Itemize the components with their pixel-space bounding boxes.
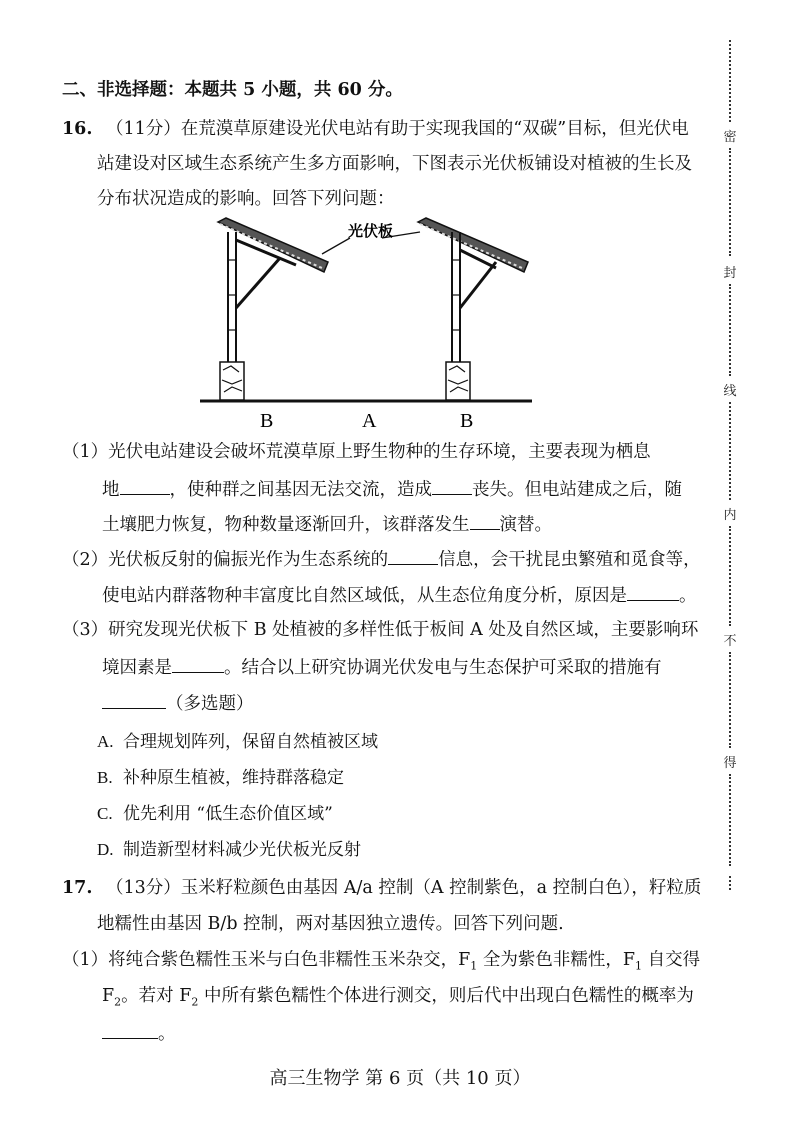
seal-dotted-line: [729, 40, 731, 122]
q16-p3-line2: [102, 654, 662, 680]
option-c[interactable]: [97, 802, 333, 826]
text: 全为紫色非糯性，F: [477, 950, 635, 970]
text: 信息，会干扰昆虫繁殖和觅食等，: [438, 550, 701, 570]
q17-stem-line1: [62, 876, 701, 900]
answer-blank[interactable]: [432, 476, 472, 495]
sidebar-char-6: 得: [723, 756, 737, 771]
text: （1）将纯合紫色糯性玉米与白色非糯性玉米杂交，F: [62, 950, 471, 970]
subscript: 1: [470, 959, 478, 973]
sidebar-char-4: 内: [723, 508, 737, 523]
right-panel: [418, 218, 528, 272]
option-text: 合理规划阵列，保留自然植被区域: [123, 732, 378, 752]
option-text: 优先利用 “低生态价值区域”: [123, 804, 333, 824]
q16-stem-line3: 分布状况造成的影响。回答下列问题：: [97, 189, 395, 209]
option-label: B.: [97, 768, 113, 787]
answer-blank[interactable]: [627, 582, 679, 601]
label-a: A: [362, 410, 377, 432]
text: 。若对 F: [121, 986, 192, 1006]
text: 中所有紫色糯性个体进行测交，则后代中出现白色糯性的概率为: [198, 986, 694, 1006]
text: 。结合以上研究协调光伏发电与生态保护可采取的措施有: [224, 658, 662, 678]
q17-stem-line2: 地糯性由基因 B/b 控制，两对基因独立遗传。回答下列问题.: [97, 914, 564, 934]
option-text: 补种原生植被，维持群落稳定: [123, 768, 344, 788]
q16-number: 16.: [62, 119, 93, 139]
seal-dotted-line: [729, 402, 731, 500]
option-label: D.: [97, 840, 114, 859]
q17-p1-line3: [102, 1020, 176, 1046]
label-leader-line: [322, 238, 350, 254]
sidebar-char-1: 密: [723, 130, 737, 145]
seal-dotted-line: [729, 774, 731, 866]
seal-dotted-line: [729, 148, 731, 256]
text: 地: [102, 480, 120, 500]
q16-p1-line3: [102, 511, 552, 537]
text: 。: [158, 1024, 176, 1044]
sidebar-char-2: 封: [723, 266, 737, 281]
option-text: 制造新型材料减少光伏板光反射: [123, 840, 361, 860]
solar-panel-figure: [196, 210, 536, 440]
text: F: [102, 986, 115, 1006]
subscript: 1: [635, 959, 642, 973]
answer-blank[interactable]: [388, 546, 438, 565]
q17-p1-line2: [102, 984, 694, 1015]
seal-dotted-line: [729, 526, 731, 626]
text: 丧失。但电站建成之后，随: [472, 480, 682, 500]
option-label: A.: [97, 732, 114, 751]
option-b[interactable]: [97, 766, 344, 790]
seal-dotted-line: [729, 284, 731, 376]
sidebar-char-5: 不: [723, 634, 737, 649]
q17-p1-line1: [62, 948, 700, 979]
label-b-right: B: [460, 410, 474, 432]
answer-blank[interactable]: [470, 511, 500, 530]
q17-number: 17.: [62, 878, 93, 898]
text: （2）光伏板反射的偏振光作为生态系统的: [62, 550, 389, 570]
text: 演替。: [499, 515, 552, 535]
q16-p2-line2: [102, 582, 697, 608]
left-solar-unit: [218, 218, 328, 400]
text: ，使种群之间基因无法交流，造成: [169, 480, 432, 500]
panel-label: 光伏板: [348, 222, 394, 240]
sidebar-char-3: 线: [723, 384, 737, 399]
q17-stem-text1: （13分）玉米籽粒颜色由基因 A/a 控制（A 控制紫色，a 控制白色），籽粒质: [106, 878, 702, 898]
q16-p1-line2: [102, 476, 682, 502]
answer-blank[interactable]: [102, 690, 166, 709]
page-footer: 高三生物学 第 6 页（共 10 页）: [269, 1068, 531, 1089]
right-solar-unit: [418, 218, 528, 400]
q16-stem-text1: （11分）在荒漠草原建设光伏电站有助于实现我国的“双碳”目标，但光伏电: [106, 119, 689, 139]
q16-stem-line1: [62, 117, 689, 141]
option-label: C.: [97, 804, 113, 823]
answer-blank[interactable]: [172, 654, 224, 673]
answer-blank[interactable]: [102, 1020, 158, 1039]
text: 土壤肥力恢复，物种数量逐渐回升，该群落发生: [102, 515, 470, 535]
subscript: 2: [191, 995, 199, 1009]
answer-blank[interactable]: [120, 476, 170, 495]
q16-p3-line3: [102, 690, 254, 716]
q16-p3-line1: （3）研究发现光伏板下 B 处植被的多样性低于板间 A 处及自然区域，主要影响环: [62, 620, 699, 640]
q16-p1-line1: （1）光伏电站建设会破坏荒漠草原上野生物种的生存环境，主要表现为栖息: [62, 442, 651, 462]
option-a[interactable]: [97, 730, 378, 754]
q16-p2-line1: [62, 546, 701, 572]
option-d[interactable]: [97, 838, 361, 862]
text: （多选题）: [166, 694, 254, 714]
text: 。: [679, 586, 697, 606]
seal-dotted-line: [729, 652, 731, 748]
text: 境因素是: [102, 658, 172, 678]
text: 自交得: [642, 950, 701, 970]
section-heading: 二、非选择题：本题共 5 小题，共 60 分。: [62, 80, 403, 100]
q16-stem-line2: 站建设对区域生态系统产生多方面影响，下图表示光伏板铺设对植被的生长及: [97, 154, 692, 174]
text: 使电站内群落物种丰富度比自然区域低，从生态位角度分析，原因是: [102, 586, 627, 606]
label-b-left: B: [260, 410, 274, 432]
seal-dotted-line: [729, 876, 731, 890]
subscript: 2: [114, 995, 122, 1009]
